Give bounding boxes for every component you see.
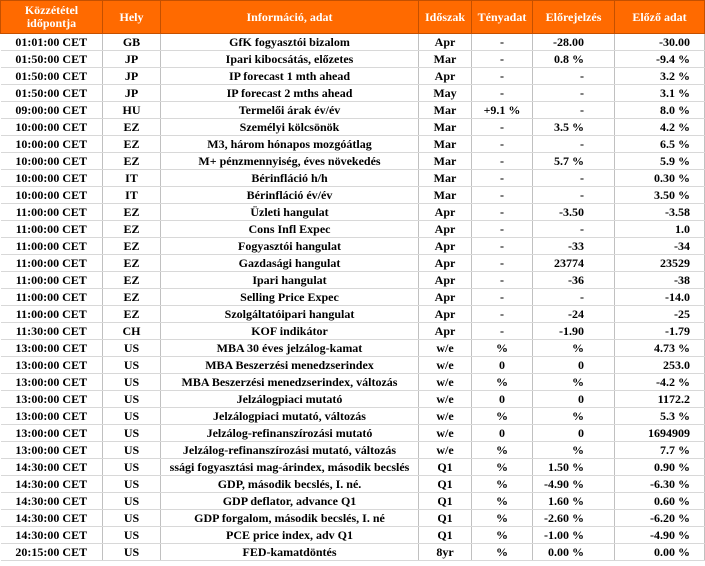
cell-period: 8yr xyxy=(419,544,472,561)
cell-place: HU xyxy=(103,102,161,119)
cell-info: KOF indikátor xyxy=(161,323,419,340)
cell-previous: 4.73 % xyxy=(615,340,705,357)
cell-place: US xyxy=(103,374,161,391)
cell-place: EZ xyxy=(103,221,161,238)
table-row xyxy=(1,34,705,51)
cell-info: IP forecast 2 mths ahead xyxy=(161,85,419,102)
table-row xyxy=(1,425,705,442)
cell-previous: -1.79 xyxy=(615,323,705,340)
table-row xyxy=(1,340,705,357)
cell-time: 11:00:00 CET xyxy=(1,255,103,272)
cell-time: 10:00:00 CET xyxy=(1,119,103,136)
cell-actual: - xyxy=(472,323,533,340)
cell-previous: 6.5 % xyxy=(615,136,705,153)
table-row xyxy=(1,85,705,102)
table-row xyxy=(1,493,705,510)
cell-place: EZ xyxy=(103,136,161,153)
cell-forecast: -1.00 % xyxy=(533,527,615,544)
cell-place: US xyxy=(103,425,161,442)
header-time: Közzététel időpontja xyxy=(1,1,103,34)
cell-time: 11:00:00 CET xyxy=(1,238,103,255)
cell-forecast: % xyxy=(533,408,615,425)
cell-forecast: -28.00 xyxy=(533,34,615,51)
cell-place: IT xyxy=(103,170,161,187)
cell-time: 13:00:00 CET xyxy=(1,391,103,408)
cell-forecast: 0.8 % xyxy=(533,51,615,68)
cell-time: 10:00:00 CET xyxy=(1,187,103,204)
table-row xyxy=(1,153,705,170)
cell-period: Apr xyxy=(419,204,472,221)
cell-forecast: - xyxy=(533,102,615,119)
cell-actual: - xyxy=(472,272,533,289)
cell-forecast: -33 xyxy=(533,238,615,255)
cell-time: 14:30:00 CET xyxy=(1,527,103,544)
cell-previous: -9.4 % xyxy=(615,51,705,68)
cell-previous: 3.2 % xyxy=(615,68,705,85)
cell-period: Apr xyxy=(419,34,472,51)
cell-previous: 1172.2 xyxy=(615,391,705,408)
cell-period: May xyxy=(419,85,472,102)
cell-time: 01:50:00 CET xyxy=(1,51,103,68)
cell-forecast: 0.00 % xyxy=(533,544,615,561)
table-row xyxy=(1,68,705,85)
cell-info: GDP deflator, advance Q1 xyxy=(161,493,419,510)
cell-previous: 4.2 % xyxy=(615,119,705,136)
cell-forecast: -4.90 % xyxy=(533,476,615,493)
table-row xyxy=(1,391,705,408)
cell-place: US xyxy=(103,340,161,357)
cell-info: Gazdasági hangulat xyxy=(161,255,419,272)
cell-previous: -38 xyxy=(615,272,705,289)
table-row xyxy=(1,102,705,119)
cell-period: w/e xyxy=(419,374,472,391)
cell-actual: % xyxy=(472,476,533,493)
cell-info: Selling Price Expec xyxy=(161,289,419,306)
cell-period: Mar xyxy=(419,187,472,204)
cell-previous: 7.7 % xyxy=(615,442,705,459)
table-row xyxy=(1,204,705,221)
cell-place: EZ xyxy=(103,153,161,170)
cell-period: Apr xyxy=(419,238,472,255)
cell-period: Q1 xyxy=(419,459,472,476)
cell-period: Mar xyxy=(419,51,472,68)
cell-actual: - xyxy=(472,289,533,306)
cell-previous: -25 xyxy=(615,306,705,323)
cell-time: 11:00:00 CET xyxy=(1,289,103,306)
cell-forecast: 1.50 % xyxy=(533,459,615,476)
cell-time: 09:00:00 CET xyxy=(1,102,103,119)
table-row xyxy=(1,272,705,289)
cell-previous: -6.20 % xyxy=(615,510,705,527)
cell-period: Apr xyxy=(419,255,472,272)
cell-place: US xyxy=(103,476,161,493)
cell-time: 01:50:00 CET xyxy=(1,85,103,102)
cell-place: EZ xyxy=(103,289,161,306)
table-row xyxy=(1,510,705,527)
cell-actual: 0 xyxy=(472,425,533,442)
table-row xyxy=(1,255,705,272)
cell-actual: - xyxy=(472,34,533,51)
cell-forecast: 0 xyxy=(533,391,615,408)
cell-previous: 0.00 % xyxy=(615,544,705,561)
cell-forecast: 3.5 % xyxy=(533,119,615,136)
cell-forecast: -1.90 xyxy=(533,323,615,340)
cell-time: 20:15:00 CET xyxy=(1,544,103,561)
cell-forecast: -36 xyxy=(533,272,615,289)
cell-forecast: -24 xyxy=(533,306,615,323)
cell-actual: - xyxy=(472,85,533,102)
cell-forecast: 0 xyxy=(533,357,615,374)
cell-actual: - xyxy=(472,136,533,153)
cell-period: Apr xyxy=(419,289,472,306)
cell-actual: % xyxy=(472,442,533,459)
cell-info: Ipari hangulat xyxy=(161,272,419,289)
cell-forecast: 1.60 % xyxy=(533,493,615,510)
cell-actual: - xyxy=(472,255,533,272)
cell-period: Q1 xyxy=(419,527,472,544)
cell-info: GDP forgalom, második becslés, I. né xyxy=(161,510,419,527)
cell-info: MBA 30 éves jelzálog-kamat xyxy=(161,340,419,357)
cell-time: 10:00:00 CET xyxy=(1,153,103,170)
cell-previous: 1694909 xyxy=(615,425,705,442)
cell-place: GB xyxy=(103,34,161,51)
cell-period: w/e xyxy=(419,442,472,459)
header-period: Időszak xyxy=(419,1,472,34)
cell-previous: 0.30 % xyxy=(615,170,705,187)
cell-forecast: - xyxy=(533,85,615,102)
table-row xyxy=(1,459,705,476)
cell-info: GDP, második becslés, I. né. xyxy=(161,476,419,493)
cell-place: US xyxy=(103,391,161,408)
cell-forecast: % xyxy=(533,340,615,357)
table-row xyxy=(1,170,705,187)
cell-time: 13:00:00 CET xyxy=(1,425,103,442)
cell-previous: -3.58 xyxy=(615,204,705,221)
cell-actual: - xyxy=(472,119,533,136)
cell-place: US xyxy=(103,442,161,459)
cell-place: JP xyxy=(103,85,161,102)
cell-place: EZ xyxy=(103,119,161,136)
cell-actual: - xyxy=(472,204,533,221)
cell-info: Szolgáltatóipari hangulat xyxy=(161,306,419,323)
table-row xyxy=(1,51,705,68)
table-row xyxy=(1,187,705,204)
cell-period: Mar xyxy=(419,119,472,136)
cell-actual: 0 xyxy=(472,391,533,408)
cell-place: US xyxy=(103,459,161,476)
cell-info: Cons Infl Expec xyxy=(161,221,419,238)
cell-place: US xyxy=(103,544,161,561)
cell-actual: % xyxy=(472,510,533,527)
cell-actual: % xyxy=(472,374,533,391)
cell-info: FED-kamatdöntés xyxy=(161,544,419,561)
cell-period: w/e xyxy=(419,425,472,442)
cell-previous: 1.0 xyxy=(615,221,705,238)
cell-info: Bérinfláció év/év xyxy=(161,187,419,204)
cell-actual: - xyxy=(472,221,533,238)
cell-time: 01:01:00 CET xyxy=(1,34,103,51)
cell-forecast: 23774 xyxy=(533,255,615,272)
cell-forecast: % xyxy=(533,442,615,459)
cell-time: 10:00:00 CET xyxy=(1,136,103,153)
header-previous: Előző adat xyxy=(615,1,705,34)
cell-period: w/e xyxy=(419,357,472,374)
cell-forecast: - xyxy=(533,170,615,187)
cell-time: 14:30:00 CET xyxy=(1,476,103,493)
cell-forecast: - xyxy=(533,289,615,306)
cell-period: Apr xyxy=(419,68,472,85)
cell-place: US xyxy=(103,510,161,527)
cell-info: Ipari kibocsátás, előzetes xyxy=(161,51,419,68)
table-row xyxy=(1,476,705,493)
cell-time: 11:00:00 CET xyxy=(1,221,103,238)
cell-info: ssági fogyasztási mag-árindex, második becslés xyxy=(161,459,419,476)
cell-previous: 5.9 % xyxy=(615,153,705,170)
cell-info: MBA Beszerzési menedzserindex, változás xyxy=(161,374,419,391)
table-row xyxy=(1,289,705,306)
cell-period: w/e xyxy=(419,408,472,425)
cell-info: Jelzálogpiaci mutató xyxy=(161,391,419,408)
cell-info: Üzleti hangulat xyxy=(161,204,419,221)
cell-info: Személyi kölcsönök xyxy=(161,119,419,136)
cell-place: US xyxy=(103,493,161,510)
cell-period: Q1 xyxy=(419,510,472,527)
cell-place: US xyxy=(103,527,161,544)
table-body xyxy=(1,34,705,561)
cell-previous: 0.90 % xyxy=(615,459,705,476)
cell-previous: 3.50 % xyxy=(615,187,705,204)
cell-period: Q1 xyxy=(419,493,472,510)
cell-actual: % xyxy=(472,459,533,476)
cell-period: Apr xyxy=(419,272,472,289)
cell-time: 11:00:00 CET xyxy=(1,204,103,221)
cell-info: M3, három hónapos mozgóátlag xyxy=(161,136,419,153)
cell-previous: -30.00 xyxy=(615,34,705,51)
cell-time: 10:00:00 CET xyxy=(1,170,103,187)
cell-actual: - xyxy=(472,68,533,85)
cell-place: US xyxy=(103,357,161,374)
header-row xyxy=(1,1,705,34)
header-forecast: Előrejelzés xyxy=(533,1,615,34)
cell-info: Bérinfláció h/h xyxy=(161,170,419,187)
table-row xyxy=(1,408,705,425)
cell-period: Mar xyxy=(419,170,472,187)
cell-actual: +9.1 % xyxy=(472,102,533,119)
cell-info: IP forecast 1 mth ahead xyxy=(161,68,419,85)
cell-actual: - xyxy=(472,306,533,323)
cell-place: IT xyxy=(103,187,161,204)
cell-time: 13:00:00 CET xyxy=(1,442,103,459)
cell-place: EZ xyxy=(103,306,161,323)
table-row xyxy=(1,306,705,323)
cell-previous: 5.3 % xyxy=(615,408,705,425)
table-row xyxy=(1,442,705,459)
cell-place: JP xyxy=(103,51,161,68)
cell-actual: 0 xyxy=(472,357,533,374)
cell-info: PCE price index, adv Q1 xyxy=(161,527,419,544)
table-row xyxy=(1,136,705,153)
cell-time: 01:50:00 CET xyxy=(1,68,103,85)
cell-period: Apr xyxy=(419,306,472,323)
cell-info: Termelői árak év/év xyxy=(161,102,419,119)
table-row xyxy=(1,238,705,255)
cell-previous: -34 xyxy=(615,238,705,255)
cell-period: Mar xyxy=(419,136,472,153)
cell-previous: -14.0 xyxy=(615,289,705,306)
cell-actual: - xyxy=(472,170,533,187)
cell-forecast: 5.7 % xyxy=(533,153,615,170)
cell-forecast: - xyxy=(533,68,615,85)
cell-time: 11:00:00 CET xyxy=(1,272,103,289)
cell-info: M+ pénzmennyiség, éves növekedés xyxy=(161,153,419,170)
cell-period: Apr xyxy=(419,221,472,238)
cell-info: Jelzálog-refinanszírozási mutató xyxy=(161,425,419,442)
header-place: Hely xyxy=(103,1,161,34)
cell-previous: 3.1 % xyxy=(615,85,705,102)
cell-period: Mar xyxy=(419,153,472,170)
cell-actual: % xyxy=(472,408,533,425)
cell-actual: % xyxy=(472,340,533,357)
table-row xyxy=(1,323,705,340)
cell-info: Fogyasztói hangulat xyxy=(161,238,419,255)
table-row xyxy=(1,527,705,544)
table-row xyxy=(1,119,705,136)
cell-previous: -4.2 % xyxy=(615,374,705,391)
cell-info: Jelzálogpiaci mutató, változás xyxy=(161,408,419,425)
cell-actual: % xyxy=(472,493,533,510)
cell-time: 13:00:00 CET xyxy=(1,340,103,357)
cell-previous: 23529 xyxy=(615,255,705,272)
cell-forecast: -2.60 % xyxy=(533,510,615,527)
cell-place: CH xyxy=(103,323,161,340)
cell-previous: 0.60 % xyxy=(615,493,705,510)
cell-forecast: % xyxy=(533,374,615,391)
cell-forecast: - xyxy=(533,221,615,238)
cell-previous: -4.90 % xyxy=(615,527,705,544)
cell-actual: - xyxy=(472,51,533,68)
cell-time: 13:00:00 CET xyxy=(1,408,103,425)
cell-place: EZ xyxy=(103,238,161,255)
cell-actual: - xyxy=(472,238,533,255)
cell-time: 13:00:00 CET xyxy=(1,374,103,391)
cell-place: US xyxy=(103,408,161,425)
cell-info: Jelzálog-refinanszírozási mutató, változás xyxy=(161,442,419,459)
cell-period: Q1 xyxy=(419,476,472,493)
cell-time: 14:30:00 CET xyxy=(1,493,103,510)
cell-actual: % xyxy=(472,527,533,544)
cell-info: GfK fogyasztói bizalom xyxy=(161,34,419,51)
cell-period: w/e xyxy=(419,391,472,408)
table-row xyxy=(1,357,705,374)
cell-forecast: -3.50 xyxy=(533,204,615,221)
cell-time: 11:30:00 CET xyxy=(1,323,103,340)
table-row xyxy=(1,544,705,561)
cell-period: Mar xyxy=(419,102,472,119)
cell-time: 13:00:00 CET xyxy=(1,357,103,374)
cell-actual: % xyxy=(472,544,533,561)
cell-forecast: 0 xyxy=(533,425,615,442)
cell-actual: - xyxy=(472,153,533,170)
cell-forecast: - xyxy=(533,187,615,204)
cell-actual: - xyxy=(472,187,533,204)
cell-time: 14:30:00 CET xyxy=(1,459,103,476)
cell-time: 14:30:00 CET xyxy=(1,510,103,527)
cell-place: EZ xyxy=(103,204,161,221)
cell-previous: 253.0 xyxy=(615,357,705,374)
cell-forecast: - xyxy=(533,136,615,153)
table-row xyxy=(1,374,705,391)
cell-place: JP xyxy=(103,68,161,85)
cell-time: 11:00:00 CET xyxy=(1,306,103,323)
cell-period: Apr xyxy=(419,323,472,340)
cell-previous: -6.30 % xyxy=(615,476,705,493)
header-info: Információ, adat xyxy=(161,1,419,34)
cell-info: MBA Beszerzési menedzserindex xyxy=(161,357,419,374)
table-row xyxy=(1,221,705,238)
cell-previous: 8.0 % xyxy=(615,102,705,119)
cell-place: EZ xyxy=(103,272,161,289)
header-actual: Tényadat xyxy=(472,1,533,34)
cell-period: w/e xyxy=(419,340,472,357)
cell-place: EZ xyxy=(103,255,161,272)
